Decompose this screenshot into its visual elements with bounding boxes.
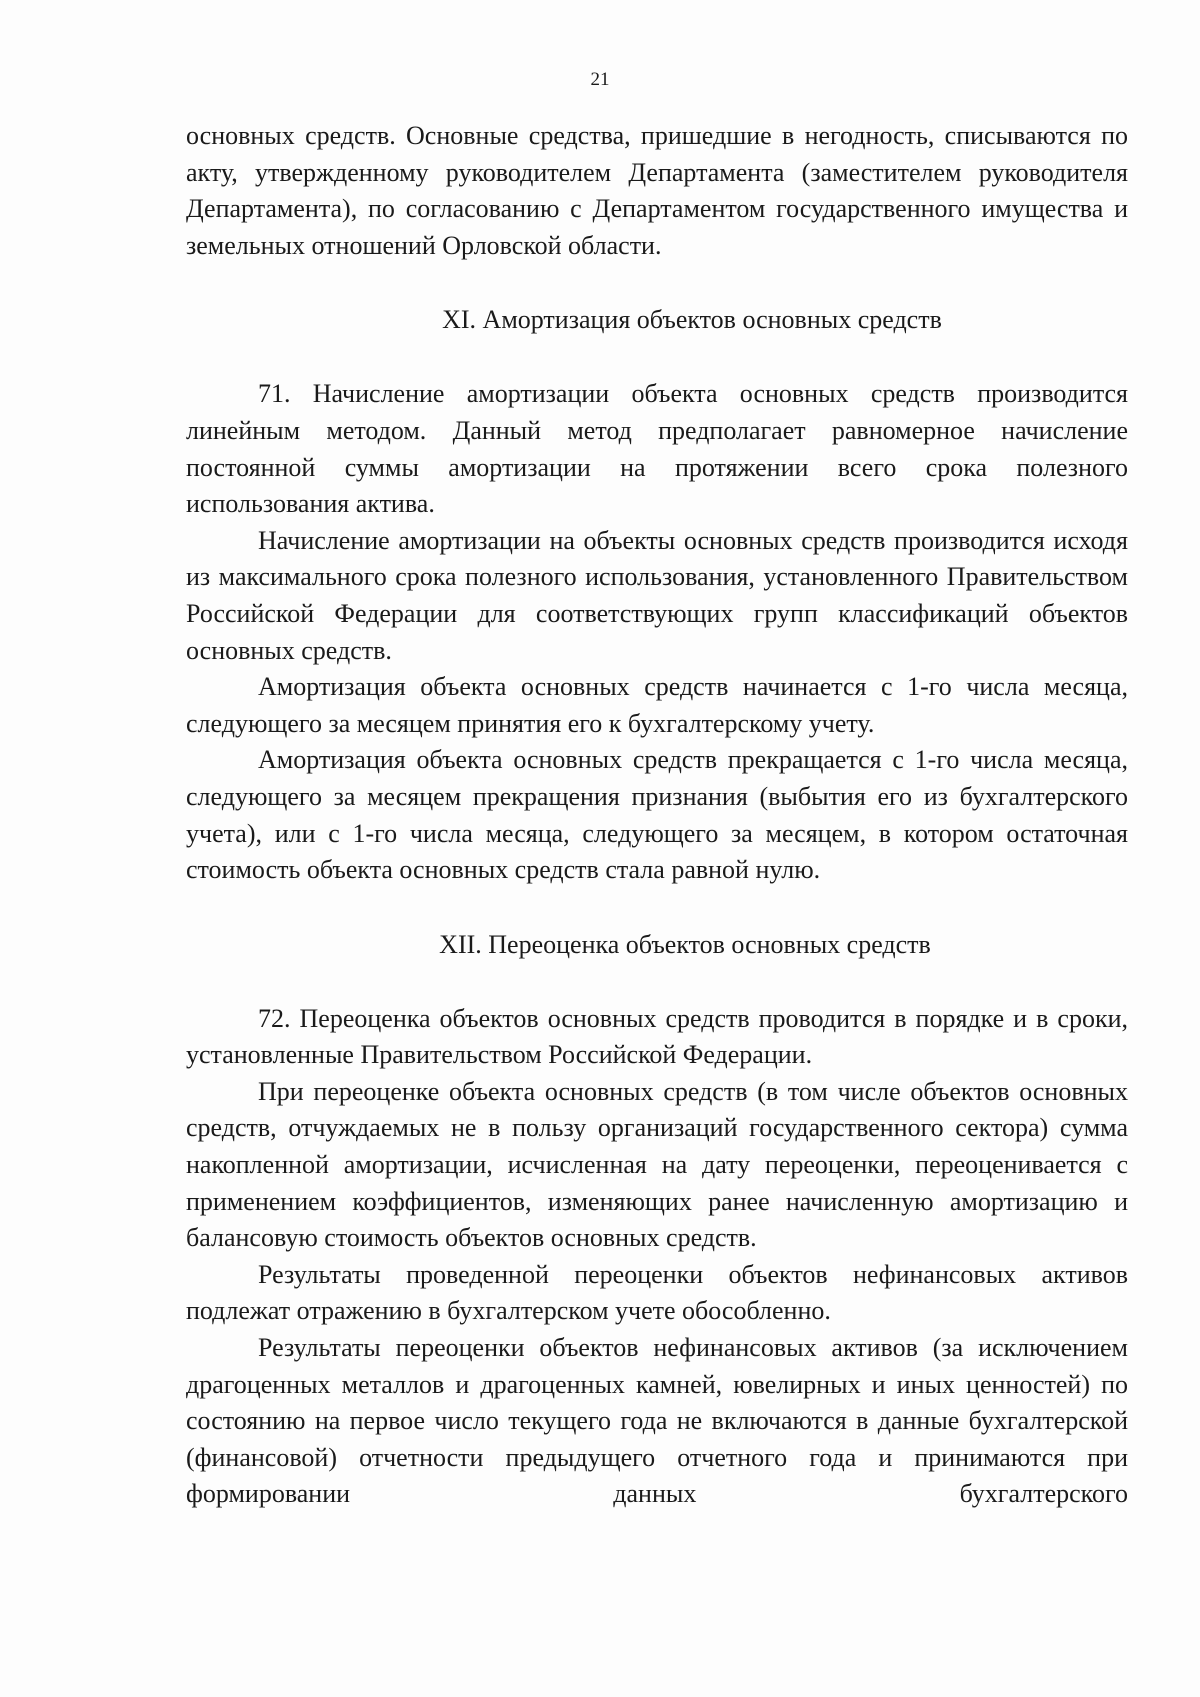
section-12-paragraph-1: 72. Переоценка объектов основных средств проводится в порядке и в сроки, установленные Правительством Российской Федерации.	[186, 1003, 1128, 1070]
section-12-paragraph-4: Результаты переоценки объектов нефинансовых активов (за исключением драгоценных металлов и драгоценных камней, ювелирных и иных ценностей) по состоянию на первое число текущего года не включаются в данные бухгалтерской (финансовой) отчетности предыдущего отчетного года и принимаются при формировании данных бухгалтерского	[186, 1333, 1128, 1509]
section-11-paragraph-2: Начисление амортизации на объекты основных средств производится исходя из максимального срока полезного использования, установленного Правительством Российской Федерации для соответствующих групп классификаций объектов основных средств.	[186, 525, 1128, 665]
section-11-heading: XI. Амортизация объектов основных средств	[442, 305, 942, 335]
section-11-paragraph-1: 71. Начисление амортизации объекта основных средств производится линейным методом. Данный метод предполагает равномерное начисление постоянной суммы амортизации на протяжении всего срока полезного использования актива.	[186, 379, 1128, 519]
section-11-paragraph-3: Амортизация объекта основных средств начинается с 1-го числа месяца, следующего за месяцем принятия его к бухгалтерскому учету.	[186, 672, 1128, 738]
document-body	[186, 118, 1128, 1513]
section-11-paragraph-4: Амортизация объекта основных средств прекращается с 1-го числа месяца, следующего за месяцем прекращения признания (выбытия его из бухгалтерского учета), или с 1-го числа месяца, следующего за месяцем, в котором остаточная стоимость объекта основных средств стала равной нулю.	[186, 745, 1128, 885]
section-12-heading: XII. Переоценка объектов основных средств	[439, 929, 931, 959]
section-12-paragraph-3: Результаты проведенной переоценки объектов нефинансовых активов подлежат отражению в бухгалтерском учете обособленно.	[186, 1259, 1128, 1326]
section-12-paragraph-2: При переоценке объекта основных средств (в том числе объектов основных средств, отчуждаемых не в пользу организаций государственного сектора) сумма накопленной амортизации, исчисленная на дату переоценки, переоценивается с применением коэффициентов, изменяющих ранее начисленную амортизацию и балансовую стоимость объектов основных средств.	[186, 1076, 1128, 1253]
page-number: 21	[590, 69, 610, 90]
intro-paragraph: основных средств. Основные средства, пришедшие в негодность, списываются по акту, утвержденному руководителем Департамента (заместителем руководителя Департамента), по согласованию с Департаментом государственного имущества и земельных отношений Орловской области.	[186, 121, 1128, 260]
